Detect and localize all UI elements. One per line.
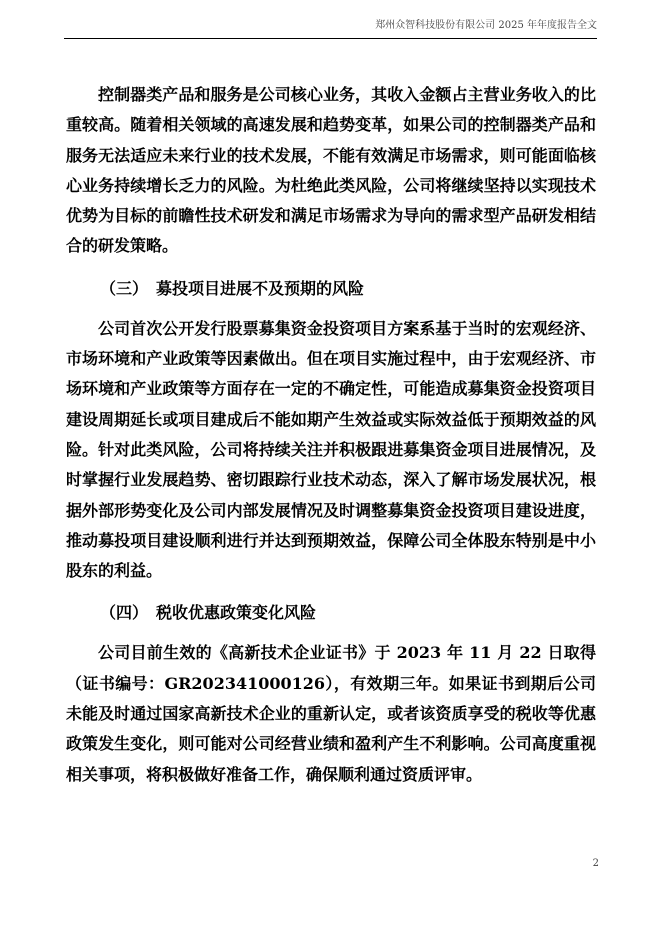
document-body xyxy=(66,80,596,790)
spacer xyxy=(66,628,596,638)
paragraph-fundraising-risk: 公司首次公开发行股票募集资金投资项目方案系基于当时的宏观经济、市场环境和产业政策等因素做出。但在项目实施过程中，由于宏观经济、市场环境和产业政策等方面存在一定的不确定性，可能造成募集资金投资项目建设周期延长或项目建成后不能如期产生效益或实际效益低于预期效益的风险。针对此类风险，公司将持续关注并积极跟进募集资金项目进展情况，及时掌握行业发展趋势、密切跟踪行业技术动态，深入了解市场发展状况，根据外部形势变化及公司内部发展情况及时调整募集资金投资项目建设进度，推动募投项目建设顺利进行并达到预期效益，保障公司全体股东特别是中小股东的利益。 xyxy=(66,318,596,581)
paragraph-tax-risk: 公司目前生效的《高新技术企业证书》于 2023 年 11 月 22 日取得（证书编号：GR202341000126），有效期三年。如果证书到期后公司未能及时通过国家高新技术企业的重新认定，或者该资质享受的税收等优惠政策发生变化，则可能对公司经营业绩和盈利产生不利影响。公司高度重视相关事项，将积极做好准备工作，确保顺利通过资质评审。 xyxy=(66,643,596,784)
spacer xyxy=(66,586,596,598)
spacer xyxy=(66,304,596,314)
section-heading-4 xyxy=(66,598,596,628)
page-header xyxy=(64,18,597,39)
section-title: 税收优惠政策变化风险 xyxy=(156,603,317,623)
paragraph-controller-risk: 控制器类产品和服务是公司核心业务，其收入金额占主营业务收入的比重较高。随着相关领域的高速发展和趋势变革，如果公司的控制器类产品和服务无法适应未来行业的技术发展，不能有效满足市场需求，则可能面临核心业务持续增长乏力的风险。为杜绝此类风险，公司将继续坚持以实现技术优势为目标的前瞻性技术研发和满足市场需求为导向的需求型产品研发相结合的研发策略。 xyxy=(66,85,596,256)
header-title: 郑州众智科技股份有限公司 2025 年年度报告全文 xyxy=(375,20,597,31)
spacer xyxy=(66,262,596,274)
section-title: 募投项目进展不及预期的风险 xyxy=(156,278,365,298)
page-number: 2 xyxy=(592,858,599,869)
section-number: （三） xyxy=(100,278,149,298)
section-number: （四） xyxy=(100,603,149,623)
section-heading-3 xyxy=(66,274,596,304)
